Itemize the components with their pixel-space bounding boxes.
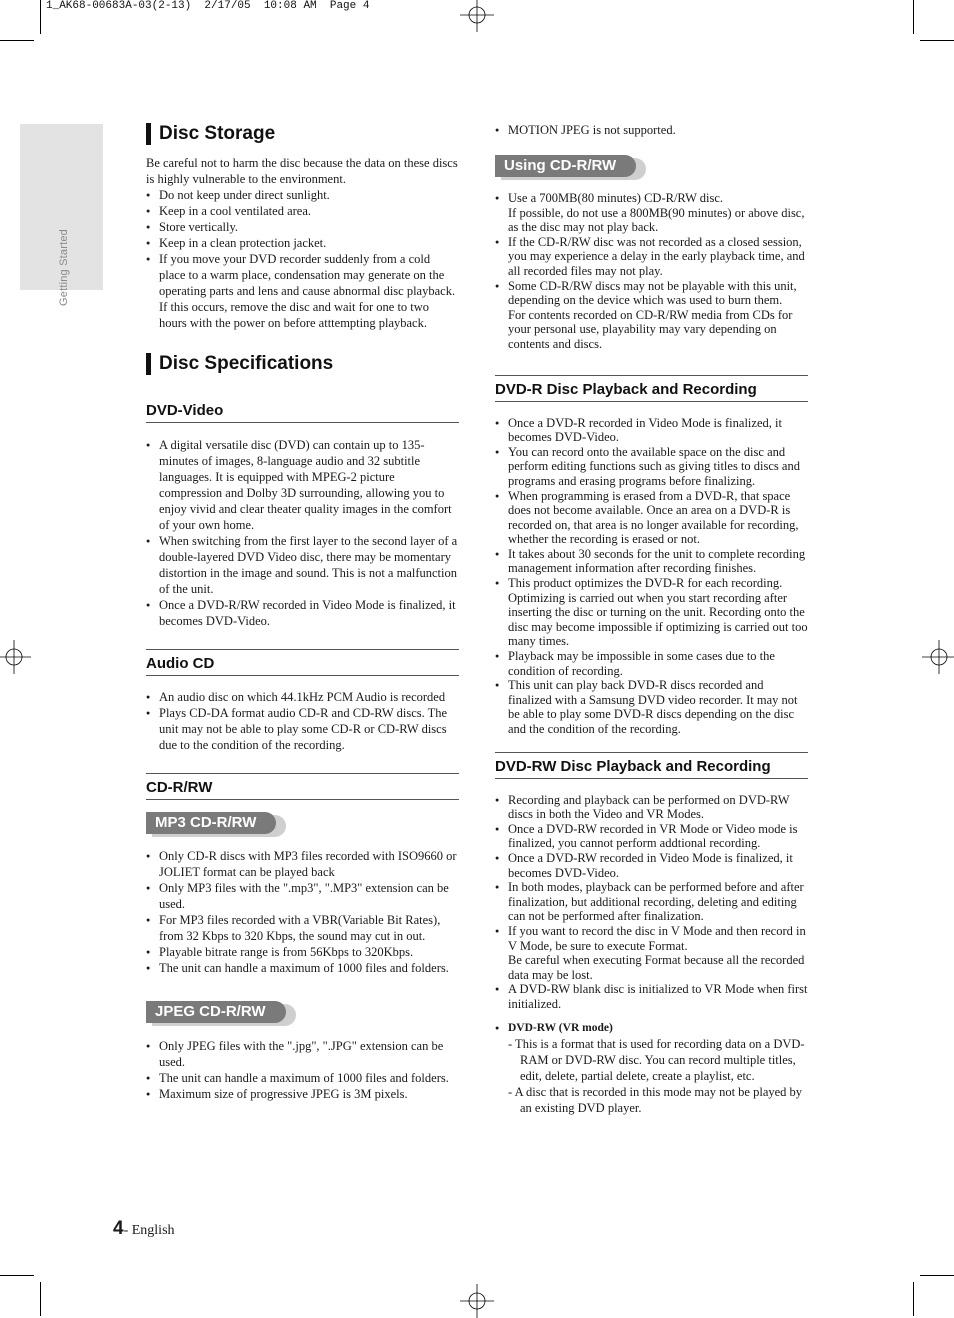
storage-intro: Be careful not to harm the disc because the data on these discs is highly vulnerable to the environment. bbox=[146, 156, 458, 186]
vr-mode-details bbox=[495, 1036, 808, 1116]
using-label-wrap bbox=[495, 155, 808, 177]
audio-cd-heading: Audio CD bbox=[146, 655, 459, 676]
list-item: ● The unit can handle a maximum of 1000 files and folders. bbox=[146, 960, 459, 976]
side-tab bbox=[20, 124, 103, 306]
list-item: ● Only JPEG files with the ".jpg", ".JPG" extension can be used. bbox=[146, 1038, 459, 1070]
registration-mark-icon bbox=[460, 1284, 494, 1318]
list-item: ● When switching from the first layer to the second layer of a double-layered DVD Video disc, there may be momentary distortion in the image and sound. This is not a malfunction of the unit. bbox=[146, 533, 459, 597]
list-item: ● Keep in a cool ventilated area. bbox=[146, 203, 459, 219]
crop-mark bbox=[920, 40, 954, 41]
mp3-list bbox=[146, 848, 459, 976]
jpeg-cdrw-label: JPEG CD-R/RW bbox=[146, 1001, 296, 1023]
dvdr-heading: DVD-R Disc Playback and Recording bbox=[495, 381, 808, 402]
list-item: ● Use a 700MB(80 minutes) CD-R/RW disc. If possible, do not use a 800MB(90 minutes) or above disc, as the disc may not play back. bbox=[495, 191, 808, 235]
list-item: ● This unit can play back DVD-R discs recorded and finalized with a Samsung DVD video recorder. It may not be able to play some DVD-R discs depending on the disc and the condition of the recording. bbox=[495, 678, 808, 736]
list-item: ● Once a DVD-RW recorded in Video Mode is finalized, it becomes DVD-Video. bbox=[495, 851, 808, 880]
list-item: ● Only MP3 files with the ".mp3", ".MP3" extension can be used. bbox=[146, 880, 459, 912]
using-cdrw-label: Using CD-R/RW bbox=[495, 155, 646, 177]
storage-list bbox=[146, 187, 459, 331]
right-column bbox=[495, 120, 808, 1116]
dvd-video-heading: DVD-Video bbox=[146, 402, 459, 423]
registration-mark-icon bbox=[922, 640, 954, 674]
list-item: ● This product optimizes the DVD-R for each recording. Optimizing is carried out when you start recording after inserting the disc or turning on the unit. Recording onto the disc may become impossible if optimizing is carried out too many times. bbox=[495, 576, 808, 649]
side-tab-label: Getting Started bbox=[58, 229, 70, 306]
list-item: ● The unit can handle a maximum of 1000 files and folders. bbox=[146, 1070, 459, 1086]
list-item: ● Once a DVD-R/RW recorded in Video Mode is finalized, it becomes DVD-Video. bbox=[146, 597, 459, 629]
dvd-video-list bbox=[146, 437, 459, 629]
list-item: ● It takes about 30 seconds for the unit to complete recording management information after recording finishes. bbox=[495, 547, 808, 576]
dvdr-list bbox=[495, 416, 808, 737]
audio-cd-list bbox=[146, 689, 459, 753]
crop-mark bbox=[40, 0, 41, 34]
list-item: ● Plays CD-DA format audio CD-R and CD-RW discs. The unit may not be able to play some CD-R or CD-RW discs due to the condition of the recording. bbox=[146, 705, 459, 753]
vr-mode-title: ● DVD-RW (VR mode) bbox=[495, 1020, 808, 1036]
list-item: ● For MP3 files recorded with a VBR(Variable Bit Rates), from 32 Kbps to 320 Kbps, the sound may cut in out. bbox=[146, 912, 459, 944]
crop-mark bbox=[0, 40, 34, 41]
list-item: ● Once a DVD-R recorded in Video Mode is finalized, it becomes DVD-Video. bbox=[495, 416, 808, 445]
using-cdrw-list bbox=[495, 191, 808, 308]
disc-specifications-title: Disc Specifications bbox=[146, 353, 459, 375]
list-item: ● Some CD-R/RW discs may not be playable with this unit, depending on the device which was used to burn them. bbox=[495, 279, 808, 308]
list-item: - This is a format that is used for recording data on a DVD-RAM or DVD-RW disc. You can record multiple titles, edit, delete, partial delete, create a playlist, etc. bbox=[508, 1036, 805, 1083]
crop-mark bbox=[913, 0, 914, 34]
list-item: ● MOTION JPEG is not supported. bbox=[495, 122, 808, 138]
crop-mark bbox=[913, 1282, 914, 1316]
list-item: ● Playable bitrate range is from 56Kbps to 320Kbps. bbox=[146, 944, 459, 960]
list-item: ● Do not keep under direct sunlight. bbox=[146, 187, 459, 203]
page-number: 4- English bbox=[113, 1218, 175, 1239]
list-item: ● Playback may be impossible in some cases due to the condition of recording. bbox=[495, 649, 808, 678]
motion-jpeg-list bbox=[495, 122, 808, 138]
jpeg-label-wrap bbox=[146, 1001, 459, 1023]
dvdrw-list bbox=[495, 793, 808, 1012]
list-item: ● If you want to record the disc in V Mode and then record in V Mode, be sure to execute Format. Be careful when executing Format because all the recorded data may be lost. bbox=[495, 924, 808, 982]
list-item: - A disc that is recorded in this mode may not be played by an existing DVD player. bbox=[508, 1084, 803, 1115]
disc-storage-title: Disc Storage bbox=[146, 123, 459, 145]
mp3-cdrw-label: MP3 CD-R/RW bbox=[146, 812, 286, 834]
list-item: ● Recording and playback can be performed on DVD-RW discs in both the Video and VR Modes. bbox=[495, 793, 808, 822]
vr-mode-list bbox=[495, 1020, 808, 1036]
list-item: ● If you move your DVD recorder suddenly from a cold place to a warm place, condensation may generate on the operating parts and lens and cause abnormal disc playback. If this occurs, remove the disc and wait for one to two hours with the power on before atttempting playback. bbox=[146, 251, 459, 331]
list-item: ● Once a DVD-RW recorded in VR Mode or Video mode is finalized, you cannot perform addtional recording. bbox=[495, 822, 808, 851]
mp3-label-wrap bbox=[146, 812, 459, 834]
list-item: ● Store vertically. bbox=[146, 219, 459, 235]
list-item: ● When programming is erased from a DVD-R, that space does not become available. Once an area on a DVD-R is recorded on, that area is no longer available for recording, whether the recording is erased or not. bbox=[495, 489, 808, 547]
registration-mark-icon bbox=[0, 640, 31, 674]
list-item: ● A DVD-RW blank disc is initialized to VR Mode when first initialized. bbox=[495, 982, 808, 1011]
list-item: ● In both modes, playback can be performed before and after finalization, but additional recording, deleting and editing can not be performed after finalization. bbox=[495, 880, 808, 924]
list-item: ● If the CD-R/RW disc was not recorded as a closed session, you may experience a delay in the early playback time, and all recorded files may not play. bbox=[495, 235, 808, 279]
left-column bbox=[146, 120, 459, 1102]
print-header: 1_AK68-00683A-03(2-13) 2/17/05 10:08 AM Page 4 bbox=[46, 0, 370, 12]
using-cdrw-note: For contents recorded on CD-R/RW media from CDs for your personal use, playability may vary depending on contents and discs. bbox=[508, 307, 793, 351]
registration-mark-icon bbox=[460, 0, 494, 32]
list-item: ● Keep in a clean protection jacket. bbox=[146, 235, 459, 251]
list-item: ● A digital versatile disc (DVD) can contain up to 135-minutes of images, 8-language audio and 32 subtitle languages. It is equipped with MPEG-2 picture compression and Dolby 3D surrounding, allowing you to enjoy vivid and clear theater quality images in the comfort of your own home. bbox=[146, 437, 459, 533]
list-item: ● Maximum size of progressive JPEG is 3M pixels. bbox=[146, 1086, 459, 1102]
crop-mark bbox=[0, 1275, 34, 1276]
dvdrw-heading: DVD-RW Disc Playback and Recording bbox=[495, 758, 808, 779]
cdrw-heading: CD-R/RW bbox=[146, 779, 459, 800]
list-item: ● Only CD-R discs with MP3 files recorded with ISO9660 or JOLIET format can be played back bbox=[146, 848, 459, 880]
list-item: ● An audio disc on which 44.1kHz PCM Audio is recorded bbox=[146, 689, 459, 705]
crop-mark bbox=[920, 1275, 954, 1276]
list-item: ● You can record onto the available space on the disc and perform editing functions such as giving titles to discs and programs and erasing programs before finalizing. bbox=[495, 445, 808, 489]
jpeg-list bbox=[146, 1038, 459, 1102]
crop-mark bbox=[40, 1282, 41, 1316]
